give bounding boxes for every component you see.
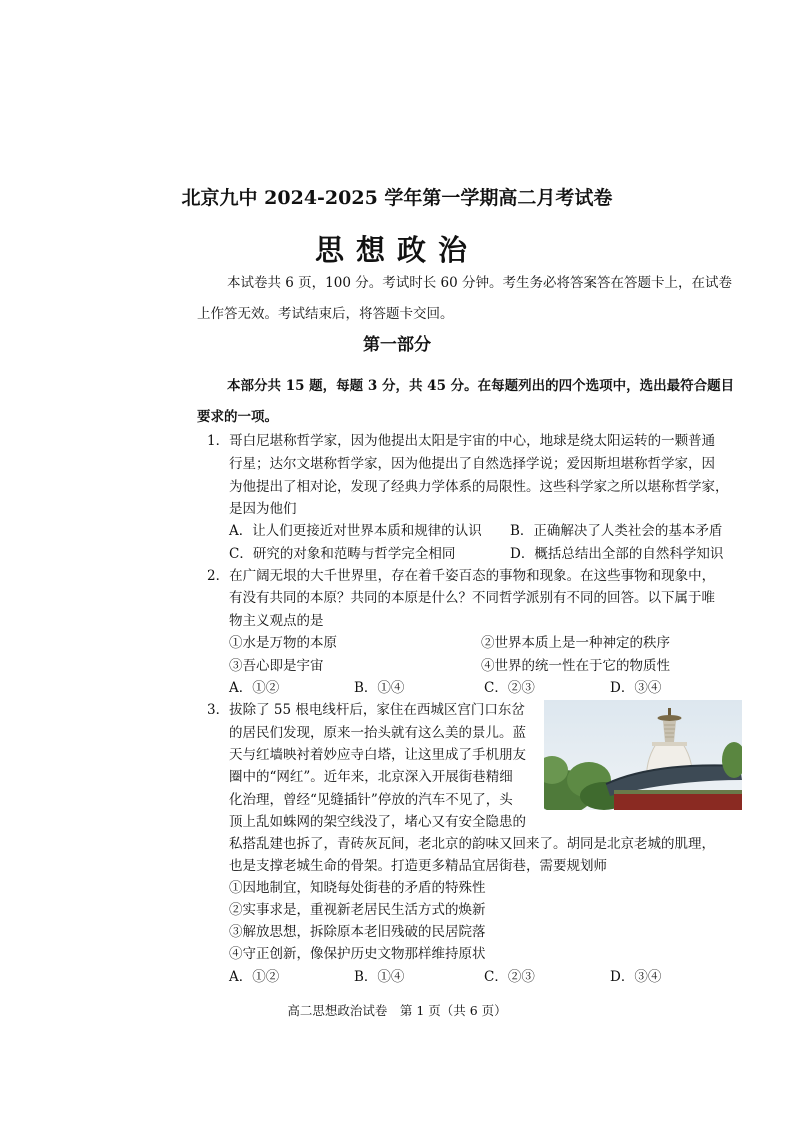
instructions-line: 上作答无效。考试结束后，将答题卡交回。 <box>197 306 454 322</box>
q3-statement: ④守正创新，像保护历史文物那样维持原状 <box>229 946 486 962</box>
q3-line: 顶上乱如蛛网的架空线没了，堵心又有安全隐患的 <box>229 814 526 830</box>
q3-line: 的居民们发现，原来一抬头就有这么美的景儿。蓝 <box>229 725 526 741</box>
q3-statement: ②实事求是，重视新老居民生活方式的焕新 <box>229 902 486 918</box>
q3-line: 也是支撑老城生命的骨架。打造更多精品宜居街巷，需要规划师 <box>229 858 607 874</box>
q3-statement: ③解放思想，拆除原本老旧残破的民居院落 <box>229 924 486 940</box>
q1-option-c[interactable]: C．研究的对象和范畴与哲学完全相同 <box>229 546 456 562</box>
q1-option-b[interactable]: B．正确解决了人类社会的基本矛盾 <box>510 523 723 539</box>
q1-option-a[interactable]: A．让人们更接近对世界本质和规律的认识 <box>229 523 482 539</box>
instructions-line: 本试卷共 6 页，100 分。考试时长 60 分钟。考生务必将答案答在答题卡上，在试卷 <box>227 275 732 291</box>
q3-line: 圈中的“网红”。近年来，北京深入开展街巷精细 <box>229 769 513 785</box>
q3-option-b[interactable]: B．①④ <box>354 969 405 985</box>
q2-line: 2．在广阔无垠的大千世界里，存在着千姿百态的事物和现象。在这些事物和现象中， <box>207 568 716 584</box>
q2-option-c[interactable]: C．②③ <box>484 680 535 696</box>
q3-line: 化治理，曾经“见缝插针”停放的汽车不见了，头 <box>229 792 513 808</box>
subject-title: 思想政治 <box>314 233 479 267</box>
part-title: 第一部分 <box>363 335 431 355</box>
q3-statement: ①因地制宜，知晓每处街巷的矛盾的特殊性 <box>229 880 486 896</box>
q3-line: 3．拔除了 55 根电线杆后，家住在西城区宫门口东岔 <box>207 702 525 718</box>
q2-option-b[interactable]: B．①④ <box>354 680 405 696</box>
q3-line: 私搭乱建也拆了，青砖灰瓦间，老北京的韵味又回来了。胡同是北京老城的肌理， <box>229 836 715 852</box>
q1-line: 是因为他们 <box>229 501 297 517</box>
q2-line: 有没有共同的本原？共同的本原是什么？不同哲学派别有不同的回答。以下属于唯 <box>229 590 715 606</box>
exam-title: 北京九中 2024-2025 学年第一学期高二月考试卷 <box>181 187 613 209</box>
q3-option-d[interactable]: D．③④ <box>610 969 662 985</box>
q2-option-a[interactable]: A．①② <box>229 680 280 696</box>
q1-line: 为他提出了相对论，发现了经典力学体系的局限性。这些科学家之所以堪称哲学家， <box>229 479 729 495</box>
white-pagoda-photo <box>544 700 742 810</box>
q2-statement: ③吾心即是宇宙 <box>229 658 324 674</box>
page-footer: 高二思想政治试卷 第 1 页（共 6 页） <box>287 1003 507 1018</box>
q3-option-c[interactable]: C．②③ <box>484 969 535 985</box>
q2-statement: ②世界本质上是一种神定的秩序 <box>481 635 670 651</box>
q2-statement: ①水是万物的本原 <box>229 635 337 651</box>
q2-option-d[interactable]: D．③④ <box>610 680 662 696</box>
q1-option-d[interactable]: D．概括总结出全部的自然科学知识 <box>510 546 724 562</box>
q2-line: 物主义观点的是 <box>229 613 324 629</box>
q2-statement: ④世界的统一性在于它的物质性 <box>481 658 670 674</box>
part-intro-line: 本部分共 15 题，每题 3 分，共 45 分。在每题列出的四个选项中，选出最符合题目 <box>227 378 735 394</box>
q3-line: 天与红墙映衬着妙应寺白塔，让这里成了手机朋友 <box>229 747 526 763</box>
q3-option-a[interactable]: A．①② <box>229 969 280 985</box>
q1-line: 1．哥白尼堪称哲学家，因为他提出太阳是宇宙的中心，地球是绕太阳运转的一颗普通 <box>207 433 716 449</box>
part-intro-line: 要求的一项。 <box>197 409 278 425</box>
q1-line: 行星；达尔文堪称哲学家，因为他提出了自然选择学说；爱因斯坦堪称哲学家，因 <box>229 456 715 472</box>
